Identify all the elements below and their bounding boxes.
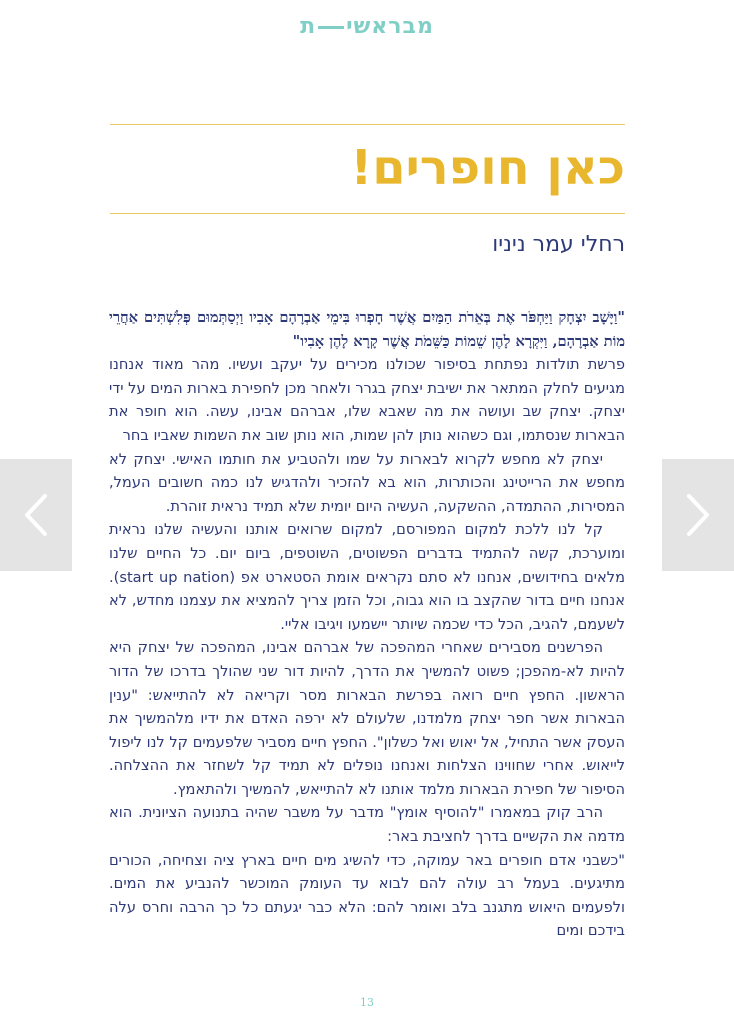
article-body [109,306,625,943]
chevron-right-icon [683,492,713,538]
brand-logo-letter: ת [300,14,317,39]
chevron-left-icon [21,492,51,538]
brand-logo-text: מבראשי [346,14,434,39]
brand-logo [0,14,734,39]
next-page-button[interactable] [662,459,734,571]
paragraph: יצחק לא מחפש לקרוא לבארות על שמו ולהטביע את חותמו האישי. יצחק לא מחפש את הרייטינג והכותרות, הוא בא להזכיר ולהדגיש לנו כמה חשובים העמל, המסירות, ההתמדה, ההשקעה, העשיה היום יומית שלא תמיד נראית זוהרת. [109,450,625,515]
paragraph: הרב קוק במאמרו "להוסיף אומץ" מדבר על משבר שהיה בתנועה הציונית. הוא מדמה את הקשיים בדרך לחציבת באר: [109,804,625,846]
paragraph: הפרשנים מסבירים שאחרי המהפכה של אברהם אבינו, המהפכה של יצחק היא להיות לא-מהפכן; פשוט להמשיך את הדרך, להיות דור שני שהולך בדרכו של הדור הראשון. החפץ חיים רואה בפרשת הבארות מסר וקריאה לא להתייאש: "ענין הבארות אשר חפר יצחק מלמדנו, שלעולם לא ירפה האדם את ידיו מלהמשיך את העסק אשר התחיל, אל יאוש ואל כשלון". החפץ חיים מסביר שלפעמים קל לנו ליפול לייאוש. אחרי שחווינו הצלחות ואנחנו נופלים לא תמיד קל לשחזר את ההצלחה. הסיפור של חפירת הבארות מלמד אותנו לא להתייאש, להמשיך ולהתאמץ. [109,639,625,798]
article-author: רחלי עמר ניניו [492,232,625,257]
paragraph: "כשבני אדם חופרים באר עמוקה, כדי להשיג מים חיים בארץ ציה וצחיחה, הכורים מתיגעים. בעמל רב עולה להם לבוא עד העומק המוכשר להנביע את המים. ולפעמים היאוש מתגנב בלב ואומר להם: הלא כבר יגעתם כל כך הרבה וחרס עלה בידכם ומים [109,851,625,940]
paragraph: קל לנו ללכת למקום המפורסם, למקום שרואים אותנו והעשיה שלנו נראית ומוערכת, קשה להתמיד בדברים הפשוטים, השוטפים, ביום יום. כל החיים שלנו מלאים בחידושים, אנחנו לא סתם נקראים אומת הסטארט אפ (start up nation). אנחנו חיים בדור שהקצב בו הוא גבוה, וכל הזמן צריך להמציא את עצמנו מחדש, לא לשעמם, להגיב, הכל כדי שכמה שיותר יישמעו ויגיבו אליי. [109,521,625,633]
article-title: כאן חופרים! [350,140,625,196]
paragraph: פרשת תולדות נפתחת בסיפור שכולנו מכירים על יעקב ועשיו. מהר מאוד אנחנו מגיעים לחלק המתאר את ישיבת יצחק בגרר ולאחר מכן לחפירת בארות המים על ידי יצחק. יצחק שב ועושה את מה שאבא שלו, אברהם אבינו, עשה. הוא חופר את הבארות שנסתמו, וגם כשהוא נותן להן שמות, הוא נותן שוב את השמות שאביו בחר [109,356,625,444]
brand-logo-dash [318,26,344,29]
title-divider [110,213,625,214]
verse-quote: "וַיָּשָׁב יִצְחָק וַיַּחְפֹּר אֶת בְּאֵרֹת הַמַּיִם אֲשֶׁר חָפְרוּ בִּימֵי אַבְרָהָם אָבִיו וַיְסַתְּמוּם פְּלִשְׁתִּים אַחֲרֵי מוֹת אַבְרָהָם, וַיִּקְרָא לָהֶן שֵׁמוֹת כַּשֵּׁמֹת אֲשֶׁר קָרָא לָהֶן אָבִיו" [109,309,625,350]
top-divider [110,124,625,125]
page-number: 13 [360,996,374,1009]
previous-page-button[interactable] [0,459,72,571]
